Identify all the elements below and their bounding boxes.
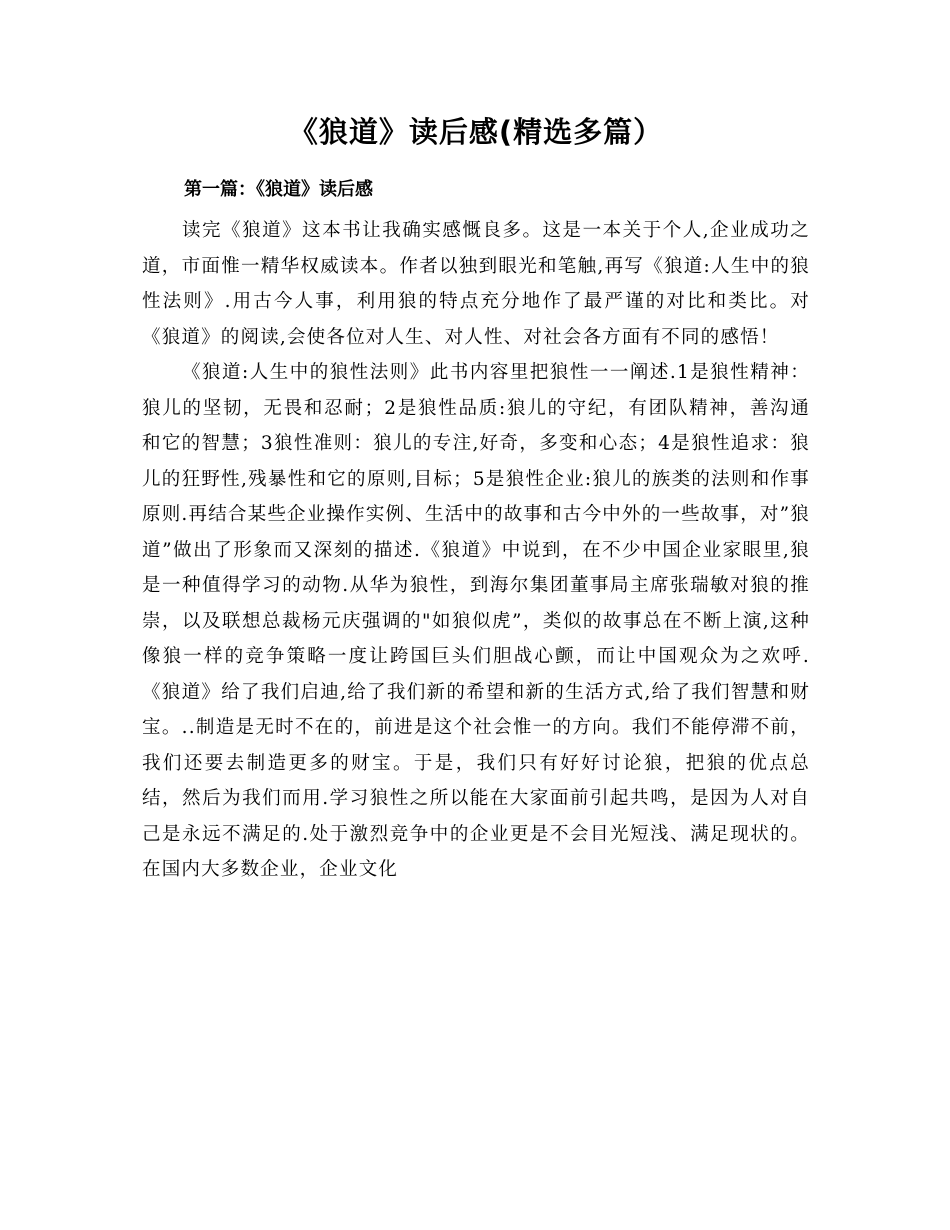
paragraph-1: 读完《狼道》这本书让我确实感慨良多。这是一本关于个人,企业成功之道，市面惟一精华权威读本。作者以独到眼光和笔触,再写《狼道:人生中的狼性法则》.用古今人事，利用狼的特点充分地作了最严谨的对比和类比。对《狼道》的阅读,会使各位对人生、对人性、对社会各方面有不同的感悟！ bbox=[142, 220, 810, 348]
paragraph-2: 《狼道:人生中的狼性法则》此书内容里把狼性一一阐述.1是狼性精神：狼儿的坚韧，无畏和忍耐；2是狼性品质:狼儿的守纪，有团队精神，善沟通和它的智慧；3狼性准则：狼儿的专注,好奇，多变和心态；4是狼性追求：狼儿的狂野性,残暴性和它的原则,目标；5是狼性企业:狼儿的族类的法则和作事原则.再结合某些企业操作实例、生活中的故事和古今中外的一些故事，对”狼道”做出了形象而又深刻的描述.《狼道》中说到，在不少中国企业家眼里,狼是一种值得学习的动物.从华为狼性，到海尔集团董事局主席张瑞敏对狼的推崇，以及联想总裁杨元庆强调的"如狼似虎”，类似的故事总在不断上演,这种像狼一样的竞争策略一度让跨国巨头们胆战心颤，而让中国观众为之欢呼.《狼道》给了我们启迪,给了我们新的希望和新的生活方式,给了我们智慧和财宝。..制造是无时不在的，前进是这个社会惟一的方向。我们不能停滞不前，我们还要去制造更多的财宝。于是，我们只有好好讨论狼，把狼的优点总结，然后为我们而用.学习狼性之所以能在大家面前引起共鸣，是因为人对自己是永远不满足的.处于激烈竞争中的企业更是不会目光短浅、满足现状的。在国内大多数企业，企业文化 bbox=[142, 362, 810, 880]
section-heading: 第一篇：《狼道》读后感 bbox=[184, 179, 373, 200]
document-title: 《狼道》读后感(精选多篇） bbox=[288, 115, 664, 149]
